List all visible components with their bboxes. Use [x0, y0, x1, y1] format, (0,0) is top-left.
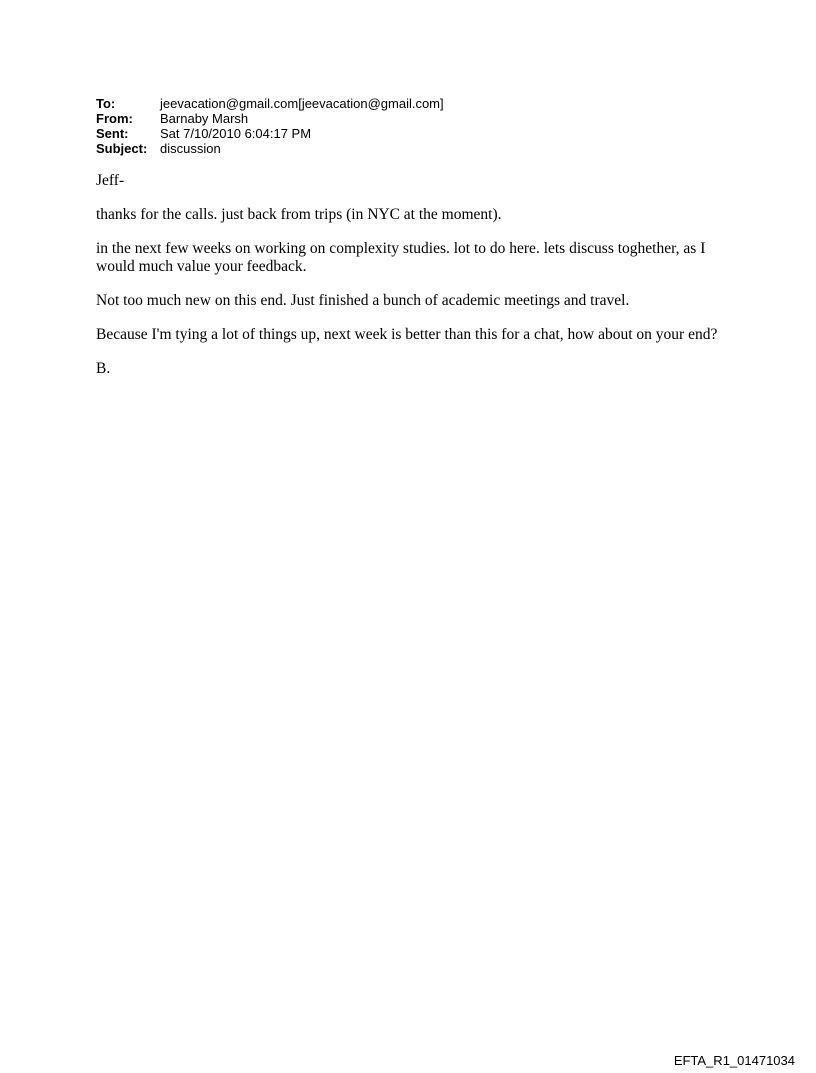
email-header-block [96, 96, 444, 156]
from-label: From: [96, 111, 133, 126]
subject-value: discussion [160, 141, 221, 156]
subject-label: Subject: [96, 141, 148, 156]
subject-row [96, 141, 444, 156]
to-label: To: [96, 96, 116, 111]
to-row [96, 96, 444, 111]
greeting: Jeff- [96, 172, 125, 189]
body-paragraph-2: in the next few weeks on working on complexity studies. lot to do here. lets discuss toghether, as I would much value your feedback. [96, 240, 706, 275]
document-id: EFTA_R1_01471034 [673, 1053, 795, 1068]
sent-value: Sat 7/10/2010 6:04:17 PM [160, 126, 312, 141]
body-paragraph-1: thanks for the calls. just back from trips (in NYC at the moment). [96, 206, 502, 223]
email-body [96, 172, 726, 394]
body-paragraph-3: Not too much new on this end. Just finished a bunch of academic meetings and travel. [96, 292, 630, 309]
body-paragraph-4: Because I'm tying a lot of things up, next week is better than this for a chat, how about on your end? [96, 326, 718, 343]
from-row [96, 111, 444, 126]
sent-row [96, 126, 444, 141]
to-value: jeevacation@gmail.com[jeevacation@gmail.com] [160, 96, 444, 111]
signature: B. [96, 360, 111, 377]
from-value: Barnaby Marsh [160, 111, 249, 126]
sent-label: Sent: [96, 126, 129, 141]
